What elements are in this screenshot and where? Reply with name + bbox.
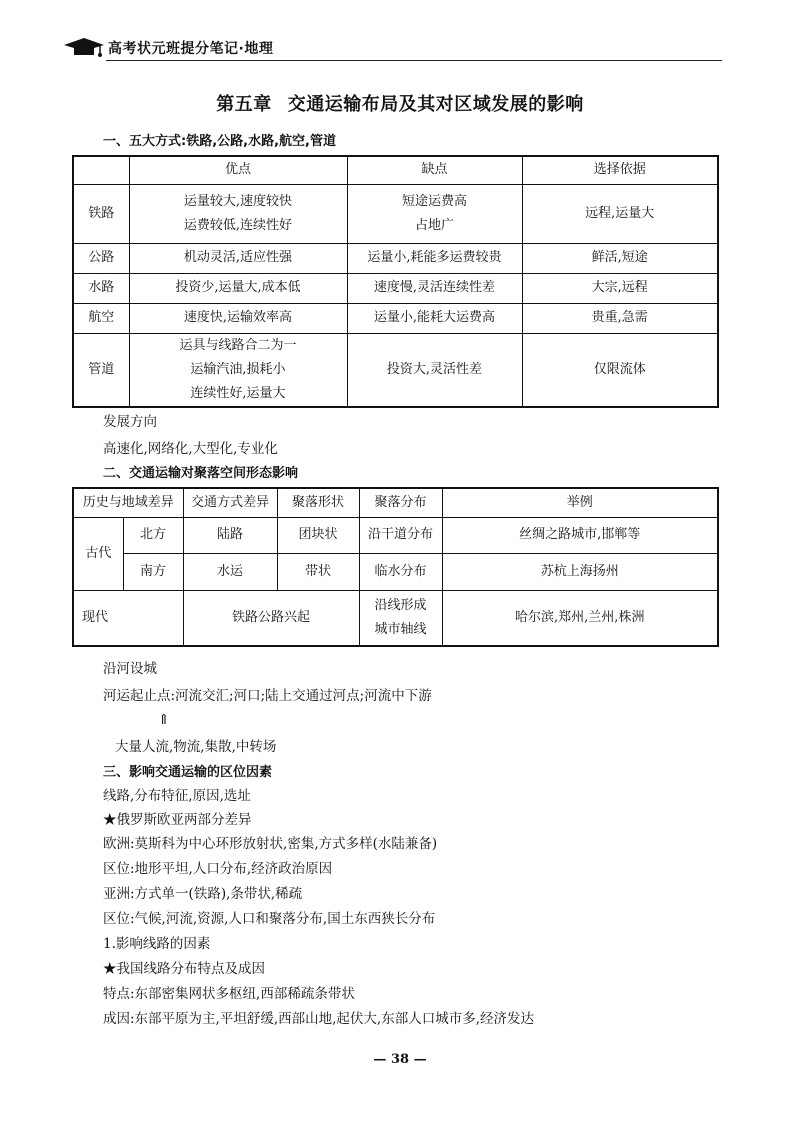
- pros-cell: 机动灵活,适应性强: [129, 243, 347, 273]
- section2-heading: 二、交通运输对聚落空间形态影响: [103, 466, 299, 481]
- note-line: 河运起止点:河流交汇;河口;陆上交通过河点;河流中下游: [103, 688, 432, 704]
- transport-modes-table: [72, 155, 719, 408]
- header-title: 高考状元班提分笔记·地理: [108, 41, 274, 57]
- table-row: [73, 184, 718, 243]
- example-cell: 丝绸之路城市,邯郸等: [442, 517, 718, 553]
- body-line: ★我国线路分布特点及成因: [103, 961, 265, 977]
- pros-line: 运量较大,速度较快: [183, 193, 293, 209]
- column-header: 举例: [442, 488, 718, 517]
- pros-line: 连续性好,运量大: [190, 385, 286, 401]
- column-header: 缺点: [347, 156, 522, 184]
- mode-name: 管道: [73, 333, 129, 407]
- basis-cell: 仅限流体: [522, 333, 718, 407]
- distribution-cell: 沿干道分布: [359, 517, 442, 553]
- column-header: [73, 156, 129, 184]
- pros-cell: 投资少,运量大,成本低: [129, 273, 347, 303]
- table-row: [73, 243, 718, 273]
- body-line: ★俄罗斯欧亚两部分差异: [103, 812, 252, 828]
- mode-name: 航空: [73, 303, 129, 333]
- basis-cell: 远程,运量大: [522, 184, 718, 243]
- shape-cell: 团块状: [277, 517, 359, 553]
- distribution-cell: 临水分布: [359, 553, 442, 590]
- body-line: 1.影响线路的因素: [103, 936, 211, 952]
- section3-heading: 三、影响交通运输的区位因素: [103, 765, 273, 780]
- note-line: 沿河设城: [103, 661, 157, 677]
- body-line: 线路,分布特征,原因,选址: [103, 788, 251, 804]
- column-header: 聚落形状: [277, 488, 359, 517]
- body-line: 欧洲:莫斯科为中心环形放射状,密集,方式多样(水陆兼备): [103, 836, 438, 852]
- chapter-number: 第五章: [216, 94, 272, 115]
- distribution-cell: [359, 590, 442, 646]
- cons-cell: [347, 184, 522, 243]
- example-cell: 苏杭上海扬州: [442, 553, 718, 590]
- table-row: [73, 517, 718, 553]
- cons-line: 短途运费高: [401, 193, 467, 209]
- column-header: 优点: [129, 156, 347, 184]
- settlement-table: [72, 487, 719, 647]
- region-cell: 南方: [123, 553, 183, 590]
- table-row: [73, 303, 718, 333]
- cons-cell: 速度慢,灵活连续性差: [347, 273, 522, 303]
- pros-cell: 速度快,运输效率高: [129, 303, 347, 333]
- mode-cell: 铁路公路兴起: [183, 590, 359, 646]
- pros-cell: [129, 184, 347, 243]
- shape-cell: 带状: [277, 553, 359, 590]
- distribution-line: 沿线形成: [374, 597, 427, 613]
- body-line: 亚洲:方式单一(铁路),条带状,稀疏: [103, 886, 303, 902]
- up-double-arrow-icon: ⇑: [158, 712, 170, 728]
- body-line: 区位:气候,河流,资源,人口和聚落分布,国土东西狭长分布: [103, 911, 436, 927]
- page-number: — 38 —: [373, 1052, 427, 1067]
- pros-cell: [129, 333, 347, 407]
- distribution-line: 城市轴线: [374, 621, 427, 637]
- trend-text: 高速化,网络化,大型化,专业化: [103, 441, 278, 457]
- mode-name: 水路: [73, 273, 129, 303]
- mode-name: 铁路: [73, 184, 129, 243]
- body-line: 特点:东部密集网状多枢纽,西部稀疏条带状: [103, 986, 355, 1002]
- note-line: 大量人流,物流,集散,中转场: [115, 739, 277, 755]
- table-header-row: [73, 488, 718, 517]
- basis-cell: 贵重,急需: [522, 303, 718, 333]
- table-row: [73, 273, 718, 303]
- column-header: 历史与地域差异: [73, 488, 183, 517]
- column-header: 选择依据: [522, 156, 718, 184]
- ancient-label: 古代: [73, 517, 123, 590]
- table-row: [73, 590, 718, 646]
- cons-cell: 运量小,能耗大运费高: [347, 303, 522, 333]
- page-header: [62, 34, 722, 64]
- cons-line: 占地广: [414, 217, 454, 233]
- graduation-cap-icon: [62, 36, 106, 58]
- chapter-title: [0, 90, 800, 116]
- table-row: [73, 553, 718, 590]
- mode-cell: 陆路: [183, 517, 277, 553]
- example-cell: 哈尔滨,郑州,兰州,株洲: [442, 590, 718, 646]
- pros-line: 运费较低,连续性好: [183, 217, 293, 233]
- basis-cell: 鲜活,短途: [522, 243, 718, 273]
- body-line: 区位:地形平坦,人口分布,经济政治原因: [103, 861, 333, 877]
- trend-label: 发展方向: [103, 414, 157, 430]
- region-cell: 北方: [123, 517, 183, 553]
- pros-line: 运输汽油,损耗小: [190, 361, 286, 377]
- cons-cell: 运量小,耗能多运费较贵: [347, 243, 522, 273]
- mode-name: 公路: [73, 243, 129, 273]
- table-row: [73, 333, 718, 407]
- column-header: 交通方式差异: [183, 488, 277, 517]
- basis-cell: 大宗,远程: [522, 273, 718, 303]
- header-rule: [106, 60, 722, 61]
- chapter-name: 交通运输布局及其对区域发展的影响: [287, 94, 584, 115]
- mode-cell: 水运: [183, 553, 277, 590]
- column-header: 聚落分布: [359, 488, 442, 517]
- table-header-row: [73, 156, 718, 184]
- body-line: 成因:东部平原为主,平坦舒缓,西部山地,起伏大,东部人口城市多,经济发达: [103, 1011, 535, 1027]
- modern-label: 现代: [73, 590, 183, 646]
- section1-heading: 一、五大方式:铁路,公路,水路,航空,管道: [103, 134, 336, 149]
- pros-line: 运具与线路合二为一: [179, 337, 297, 353]
- cons-cell: 投资大,灵活性差: [347, 333, 522, 407]
